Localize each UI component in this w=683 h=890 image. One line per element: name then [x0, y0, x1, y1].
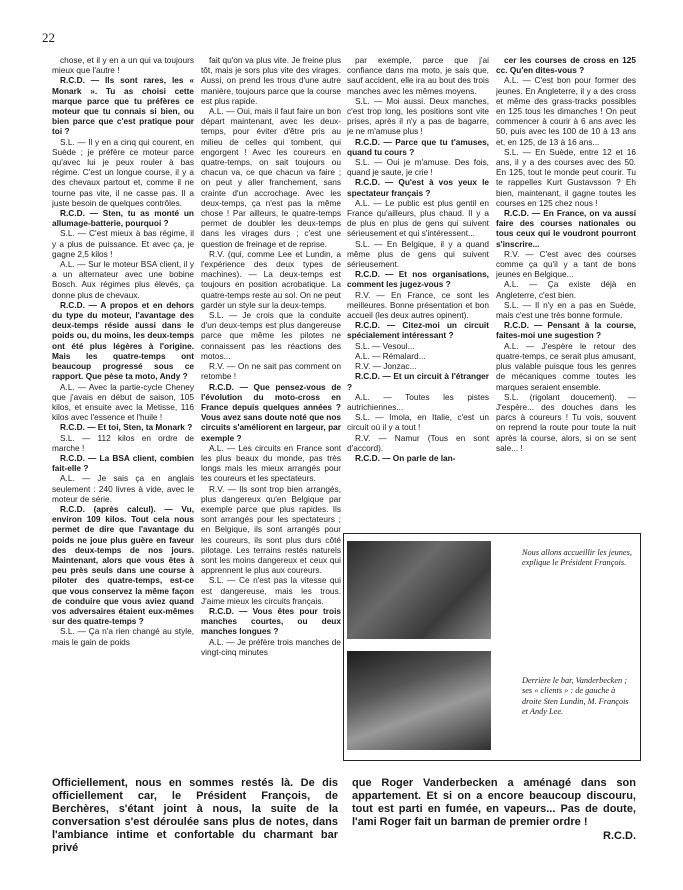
paragraph: A.L. — Les circuits en France sont les plus beaux du monde, pas très longs mais les mieux arrangés pour les coureurs et les spectateurs.	[201, 442, 341, 484]
paragraph: A.L. — Je préfère trois manches de vingt-cinq minutes	[201, 636, 341, 657]
paragraph: A.L. — Rémalard...	[355, 350, 426, 361]
paragraph: R.C.D. — Pensant à la course, faites-moi une sugestion ?	[496, 320, 636, 341]
paragraph: S.L. — Il n'y en a pas en Suède, mais c'est une très bonne formule.	[496, 299, 636, 321]
paragraph: S.L. — Vesoul...	[355, 340, 415, 351]
paragraph: chose, et il y en a un qui va toujours mieux que l'autre !	[52, 55, 194, 76]
paragraph: A.L. — C'est bon pour former des jeunes. En Angleterre, il y a des cross et même des grass-tracks possibles en 125 tous les dimanches ! On peut commencer à courir à 6 ans avec les 50, puis avec les 100 de 10 à 13 ans et, en 125, de 13 à 16 ans...	[496, 75, 636, 147]
paragraph: R.C.D. — Et toi, Sten, ta Monark ?	[60, 422, 193, 433]
paragraph: R.C.D. — La BSA client, combien fait-elle ?	[52, 452, 194, 474]
paragraph: R.C.D. — A propos et en dehors du type du moteur, l'avantage des deux-temps réside aussi dans le poids ou, du moins, les deux-temps ont été plus légères à l'origine. Mais les quatre-temps ont beaucoup progressé sous ce rapport. Que pèse ta moto, Andy ?	[52, 299, 194, 382]
paragraph: A.L. — Ça existe déjà en Angleterre, c'est bien.	[496, 279, 636, 300]
paragraph: R.C.D. — Vous êtes pour trois manches courtes, ou deux manches longues ?	[201, 605, 341, 637]
paragraph: A.L. — J'espère le retour des quatre-temps, ce serait plus amusant, plus valable puisque tous les genres de mécaniques comme toutes les marques seraient ensemble.	[496, 340, 636, 392]
photo-caption-2: Derrière le bar, Vanderbecken ; ses « clients » : de gauche à droite Sten Lundin, M. François et Andy Lee.	[522, 676, 629, 716]
paragraph: R.C.D. — Qu'est à vos yeux le spectateur français ?	[347, 177, 489, 198]
paragraph: R.C.D. — Parce que tu t'amuses, quand tu cours ?	[347, 136, 489, 157]
paragraph: S.L. — Je crois que la conduite d'un deux-temps est plus dangereuse parce que même les pilotes ne connaissent pas les réactions des motos...	[201, 310, 341, 361]
page-number: 22	[42, 30, 55, 45]
paragraph: R.C.D. — Ils sont rares, les « Monark ». Tu as choisi cette marque parce que tu préfères ce moteur que tu connais si bien, ou bien parce que c'est pratique pour toi ?	[52, 75, 194, 137]
paragraph: S.L. — Oui je m'amuse. Des fois, quand je saute, je crie !	[347, 157, 489, 178]
paragraph: R.C.D. — Que pensez-vous de l'évolution du moto-cross en France depuis quelques années ? Vous avez sans doute noté que nos circuits s'améliorent en largeur, par exemple ?	[201, 381, 341, 443]
paragraph: S.L. — En Belgique, il y a quand même plus de gens qui suivent sérieusement.	[347, 238, 489, 270]
closing-paragraph-left: Officiellement, nous en sommes restés là. De dis officiellement car, le Président François, de Berchères, s'étant joint à nous, la suite de la conversation s'est déroulée sans plus de notes, dans l'ambiance intime et confortable du charmant bar privé	[52, 777, 338, 854]
paragraph: R.C.D. — Et nos organisations, comment les jugez-vous ?	[347, 269, 489, 290]
paragraph: S.L. — Il y en a cinq qui courent, en Suède ; je préfère ce moteur parce qu'avec lui je peux rouler à bas régime. C'est un longue course, il y a des chevaux partout et, comme il ne tourne pas vite, il ne casse pas. Il a juste besoin de quelques contrôles.	[52, 136, 194, 208]
paragraph: R.C.D. — Et un circuit à l'étranger ?	[347, 371, 489, 392]
paragraph: R.C.D. — Sten, tu as monté un allumage-batterie, pourquoi ?	[52, 208, 194, 229]
paragraph: A.L. — Oui, mais il faut faire un bon départ maintenant, avec les deux-temps, pour éviter d'être pris au milieu de celles qui tombent, qui engorgent ! Avec les coureurs en quatre-temps, on sait toujours ou chacun va, ce que chacun va faire ; on peut y aller franchement, sans crainte d'un accrochage. Avec les deux-temps, ça n'est pas la même chose ! Par ailleurs, le quatre-temps permet de doubler les deux-temps dans les virages durs ; c'est une question de freinage et de reprise.	[201, 106, 341, 249]
paragraph: A.L. — Toutes les pistes autrichiennes...	[347, 391, 489, 412]
paragraph: R.C.D. (après calcul). — Vu, environ 109 kilos. Tout cela nous permet de dire que l'avantage du poids ne joue plus guère en faveur des deux-temps de nos jours. Maintenant, alors que vous êtes à peu près seuls dans une course à piloter des quatre-temps, est-ce que vous conservez la même façon de conduire que vous aviez quand vos adversaires étaient eux-mêmes sur des quatre-temps ?	[52, 503, 194, 627]
paragraph: S.L. — Ce n'est pas la vitesse qui est dangereuse, mais les trous. J'aime mieux les circuits français.	[201, 575, 341, 606]
photo-president	[347, 541, 491, 639]
paragraph: R.V. (qui, comme Lee et Lundin, a l'expérience des deux types de machines). — La deux-temps est toujours en position acrobatique. La quatre-temps reste au sol. On ne peut garder un style sur la deux-temps.	[201, 248, 341, 310]
text-column-3	[347, 55, 489, 528]
author-signature: R.C.D.	[603, 830, 636, 842]
paragraph: fait qu'on va plus vite. Je freine plus tôt, mais je sors plus vite des virages. Aussi, on prend les trous d'une autre manière, toujours parce que la course est plus rapide.	[201, 55, 341, 106]
paragraph: A.L. — Le public est plus gentil en France qu'ailleurs, plus chaud. Il y a de plus en plus de gens qui suivent sérieusement et qui s'intéressent...	[347, 197, 489, 239]
text-column-2	[201, 55, 341, 777]
paragraph: S.L. — C'est mieux à bas régime, il y a plus de puissance. Et avec ça, je gagne 2,5 kilos !	[52, 228, 194, 259]
paragraph: A.L. — Je sais ça en anglais seulement : 240 livres à vide, avec le moteur de série.	[52, 473, 194, 504]
paragraph: S.L. — Ça n'a rien changé au style, mais le gain de poids	[52, 626, 194, 647]
paragraph: S.L. — Imola, en Italie, c'est un circuit où il y a tout !	[347, 412, 489, 433]
photo-bar	[347, 651, 491, 750]
paragraph: R.C.D. — Citez-moi un circuit spécialement intéressant ?	[347, 320, 489, 341]
paragraph: S.L. — 112 kilos en ordre de marche !	[52, 432, 194, 453]
paragraph: par exemple, parce que j'ai confiance dans ma moto, je sais que, sauf accident, elle ira au bout des trois manches avec les mêmes moyens.	[347, 55, 489, 96]
text-column-1	[52, 55, 194, 777]
paragraph: A.L. — Avec la partie-cycle Cheney que j'avais en début de saison, 105 kilos, et ensuite avec la Metisse, 116 kilos avec l'essence et l'huile !	[52, 381, 194, 423]
paragraph: R.V. — Ils sont trop bien arrangés, plus dangereux qu'en Belgique par exemple parce que plus rapides. Ils sont arrangés pour les spectateurs ; en Belgique, ils sont arrangés pour les coureurs, ils sont plus durs côté pilotage. Les terrains restés naturels sont les moins dangereux et ceux qui apprennent le plus aux coureurs.	[201, 483, 341, 576]
paragraph: R.C.D. — On parle de lan-	[355, 452, 456, 463]
paragraph: R.V. — En France, ce sont les meilleures. Bonne présentation et bon accueil (les deux autres opinent).	[347, 289, 489, 321]
paragraph: R.V. — On ne sait pas comment on retombe !	[201, 361, 341, 382]
paragraph: A.L. — Sur le moteur BSA client, il y a un alternateur avec une bobine Bosch. Aux régimes plus élevés, ça donne plus de chevaux.	[52, 259, 194, 300]
paragraph: S.L. — Moi aussi. Deux manches, c'est trop long, les positions sont vite prises, après il n'y a pas de bagarre, je ne m'amuse plus !	[347, 95, 489, 137]
paragraph: cer les courses de cross en 125 cc. Qu'en dites-vous ?	[496, 55, 636, 76]
closing-paragraph-right: que Roger Vanderbecken a aménagé dans son appartement. Et si on a encore beaucoup discouru, tout est parti en fumée, en vapeurs... Pas de doute, l'ami Roger fait un barman de premier ordre !	[352, 777, 636, 828]
paragraph: R.V. — Namur (Tous en sont d'accord).	[347, 432, 489, 453]
text-column-4	[496, 55, 636, 527]
paragraph: R.C.D. — En France, on va aussi faire des courses nationales ou tous ceux qui le voudront pourront s'inscrire...	[496, 208, 636, 249]
photo-caption-1: Nous allons accueillir les jeunes, explique le Président François.	[522, 548, 632, 568]
paragraph: S.L. — En Suède, entre 12 et 16 ans, il y a des courses avec des 50. En 125, tout le monde peut courir. Tu te rappelles Kurt Gustavsson ? Eh bien, maintenant, il gagne toutes les courses en 125 chez nous !	[496, 146, 636, 208]
paragraph: R.V. — C'est avec des courses comme ça qu'il y a tant de bons jeunes en Belgique...	[496, 248, 636, 280]
paragraph: S.L. (rigolant doucement). — J'espère... des douches dans les parcs à coureurs ! Tu vois, souvent on reprend la route pour toute la nuit après la course, alors, si on se sent sale... !	[496, 391, 636, 453]
paragraph: R.V. — Jonzac...	[355, 361, 417, 372]
